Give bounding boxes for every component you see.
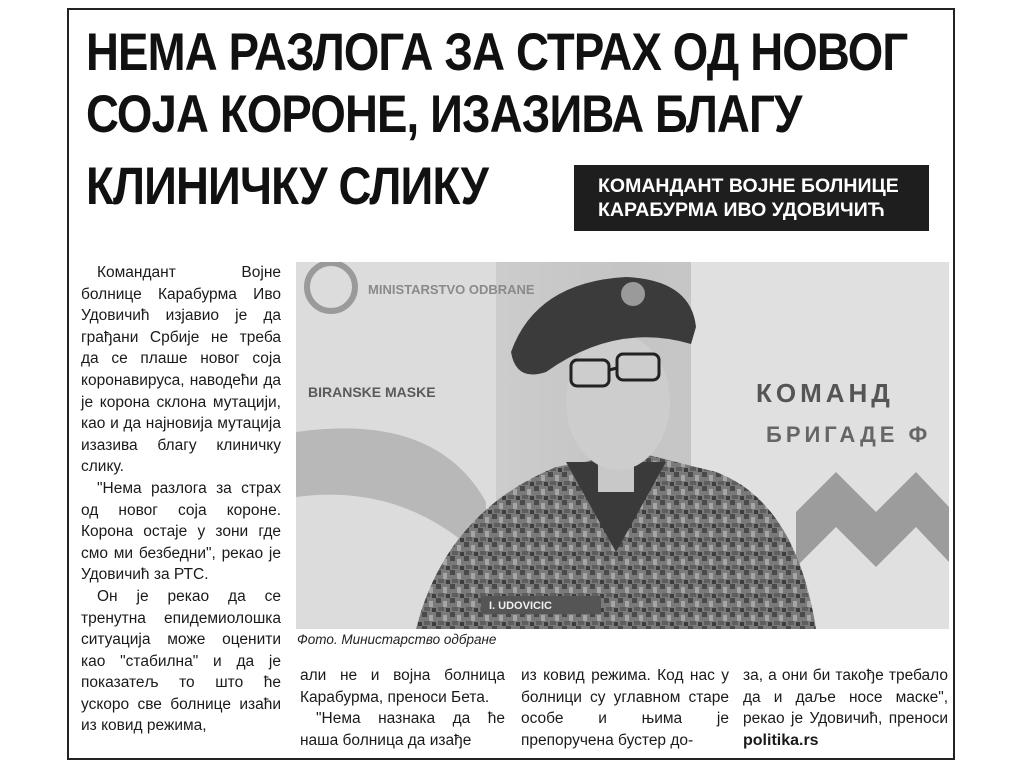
article-left-column <box>81 262 281 737</box>
article-bottom-column-2 <box>521 665 729 751</box>
article-bottom-column-3 <box>743 665 948 751</box>
source-link[interactable]: politika.rs <box>743 731 819 749</box>
paragraph-5: "Нема назнака да ће наша болница да изађе <box>300 710 505 749</box>
paragraph-2: "Нема разлога за страх од новог соја короне. Корона остаје у зони где смо ми безбедни", рекао је Удовичић за РТС. <box>81 479 281 584</box>
kicker-line-1: КОМАНДАНТ ВОЈНЕ БОЛНИЦЕ <box>598 175 899 197</box>
paragraph-4: али не и војна болница Карабурма, преноси Бета. <box>300 667 505 706</box>
headline-line-2: СОЈА КОРОНЕ, ИЗАЗИВА БЛАГУ <box>86 85 802 144</box>
paragraph-1: Командант Војне болнице Карабурма Иво Удовичић изјавио је да грађани Србије не треба да се плаше новог соја коронавируса, наводећи да је корона склона мутацији, као и да најновија мутација изазива благу клиничку слику. <box>81 264 281 476</box>
svg-text:I. UDOVICIC: I. UDOVICIC <box>489 600 552 612</box>
article-photo <box>296 262 949 629</box>
photo-illustration <box>296 262 949 629</box>
paragraph-3: Он је рекао да се тренутна епидемиолошка ситуација може оценити као "стабилна" и да је показатељ то што ће ускоро све болнице изаћи из ковид режима, <box>81 587 281 735</box>
photo-caption: Фото. Министарство одбране <box>297 632 497 647</box>
headline-line-1: НЕМА РАЗЛОГА ЗА СТРАХ ОД НОВОГ <box>86 23 908 82</box>
svg-text:БРИГАДЕ Ф: БРИГАДЕ Ф <box>766 422 932 447</box>
article-bottom-column-1 <box>300 665 505 751</box>
kicker-line-2: КАРАБУРМА ИВО УДОВИЧИЋ <box>598 199 885 221</box>
svg-text:BIRANSKE MASKE: BIRANSKE MASKE <box>308 384 436 400</box>
svg-text:КОМАНД: КОМАНД <box>756 378 894 408</box>
paragraph-7-text: за, а они би такође требало да и даље носе маске", рекао је Удовичић, преноси <box>743 667 948 728</box>
paragraph-6: из ковид режима. Код нас у болници су углавном старе особе и њима је препоручена бустер до- <box>521 667 729 749</box>
kicker-box <box>574 165 929 231</box>
paragraph-7 <box>743 665 948 751</box>
headline-line-3: КЛИНИЧКУ СЛИКУ <box>86 157 489 216</box>
svg-text:MINISTARSTVO ODBRANE: MINISTARSTVO ODBRANE <box>368 282 535 297</box>
